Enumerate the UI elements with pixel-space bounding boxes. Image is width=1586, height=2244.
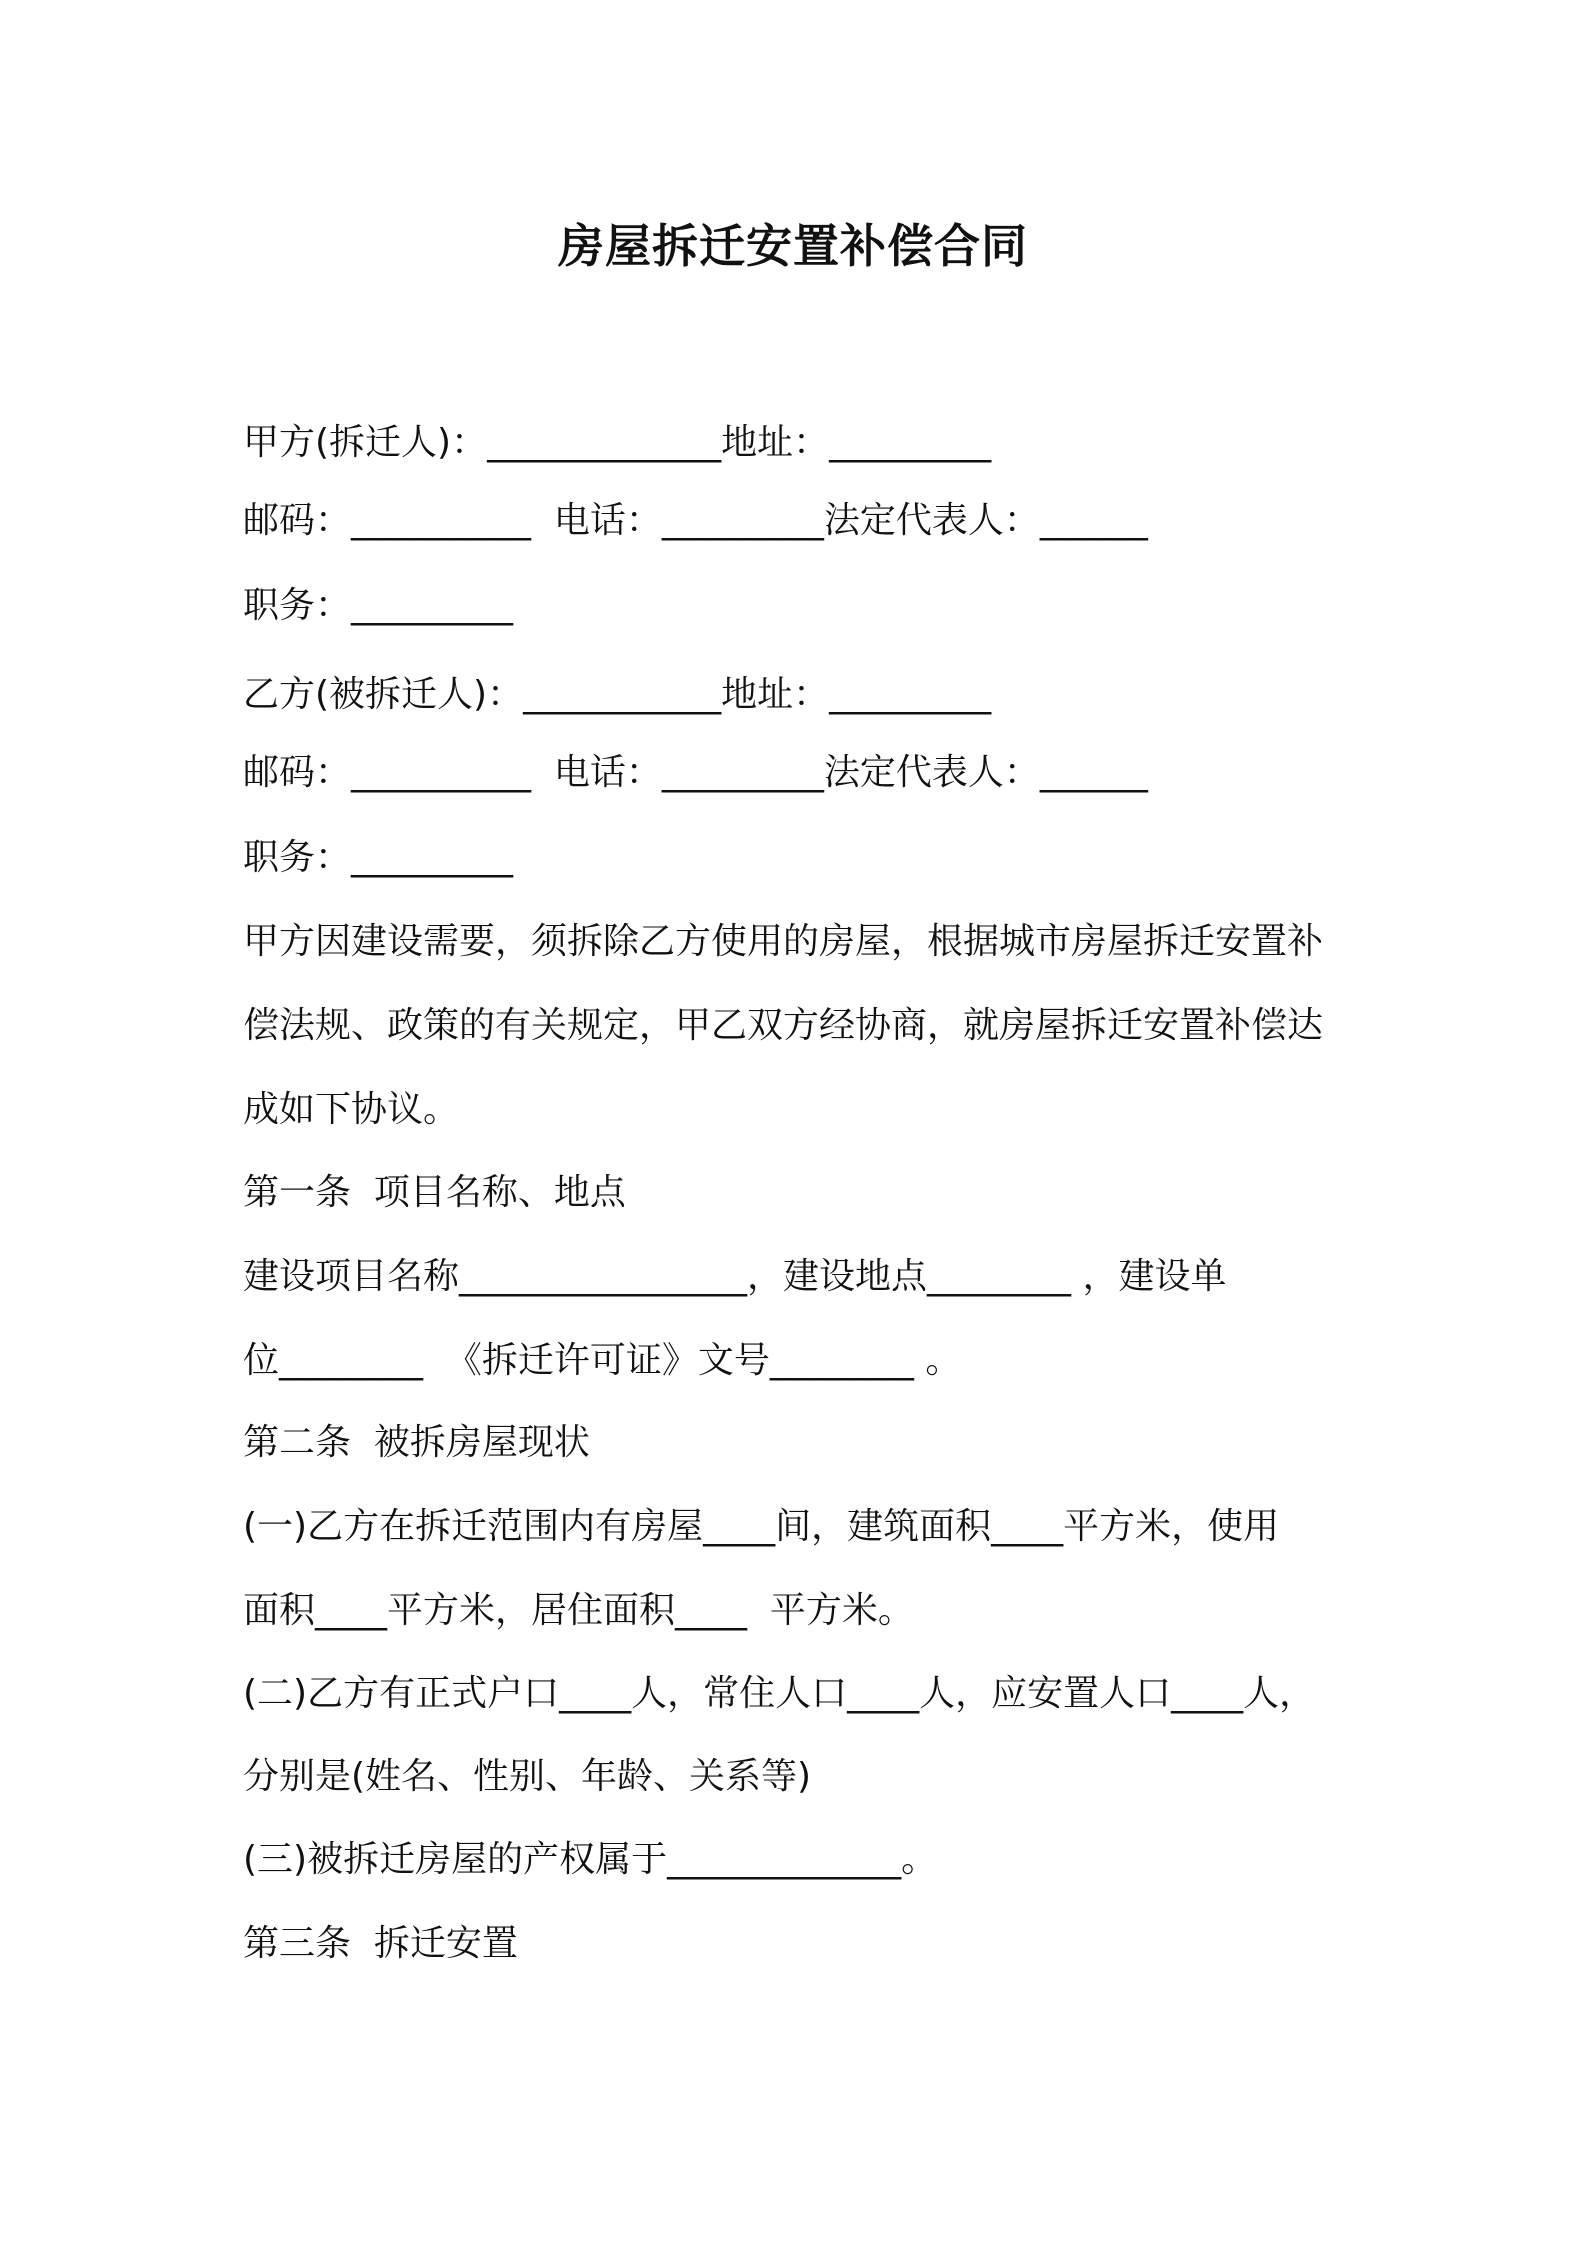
party-b-contact-line: 邮码：__________ 电话：_________法定代表人：______ bbox=[243, 752, 1148, 793]
article-1-line-2: 位________ 《拆迁许可证》文号________ 。 bbox=[243, 1340, 962, 1381]
party-a-name-address-line: 甲方(拆迁人)：_____________地址：_________ bbox=[243, 422, 992, 463]
article-2-item-2-line-2: 分别是(姓名、性别、年龄、关系等) bbox=[243, 1756, 812, 1797]
article-2-item-3-line: (三)被拆迁房屋的产权属于_____________。 bbox=[243, 1839, 938, 1880]
party-b-name-address-line: 乙方(被拆迁人)：___________地址：_________ bbox=[243, 674, 992, 715]
party-b-position-line: 职务：_________ bbox=[243, 837, 514, 878]
article-2-item-1-line-2: 面积____平方米，居住面积____ 平方米。 bbox=[243, 1590, 914, 1631]
article-2-item-2-line-1: (二)乙方有正式户口____人，常住人口____人，应安置人口____人， bbox=[243, 1673, 1316, 1714]
preamble-line-3: 成如下协议。 bbox=[243, 1089, 460, 1130]
party-a-contact-line: 邮码：__________ 电话：_________法定代表人：______ bbox=[243, 500, 1148, 541]
article-1-heading: 第一条 项目名称、地点 bbox=[243, 1172, 626, 1213]
document-title: 房屋拆迁安置补偿合同 bbox=[558, 219, 1028, 273]
party-a-position-line: 职务：_________ bbox=[243, 585, 514, 626]
preamble-line-2: 偿法规、政策的有关规定，甲乙双方经协商，就房屋拆迁安置补偿达 bbox=[243, 1005, 1324, 1046]
preamble-line-1: 甲方因建设需要，须拆除乙方使用的房屋，根据城市房屋拆迁安置补 bbox=[243, 921, 1324, 962]
article-2-heading: 第二条 被拆房屋现状 bbox=[243, 1422, 590, 1463]
article-2-item-1-line-1: (一)乙方在拆迁范围内有房屋____间，建筑面积____平方米，使用 bbox=[243, 1506, 1280, 1547]
article-3-heading: 第三条 拆迁安置 bbox=[243, 1923, 518, 1964]
article-1-line-1: 建设项目名称________________，建设地点________ ，建设单 bbox=[243, 1256, 1227, 1297]
